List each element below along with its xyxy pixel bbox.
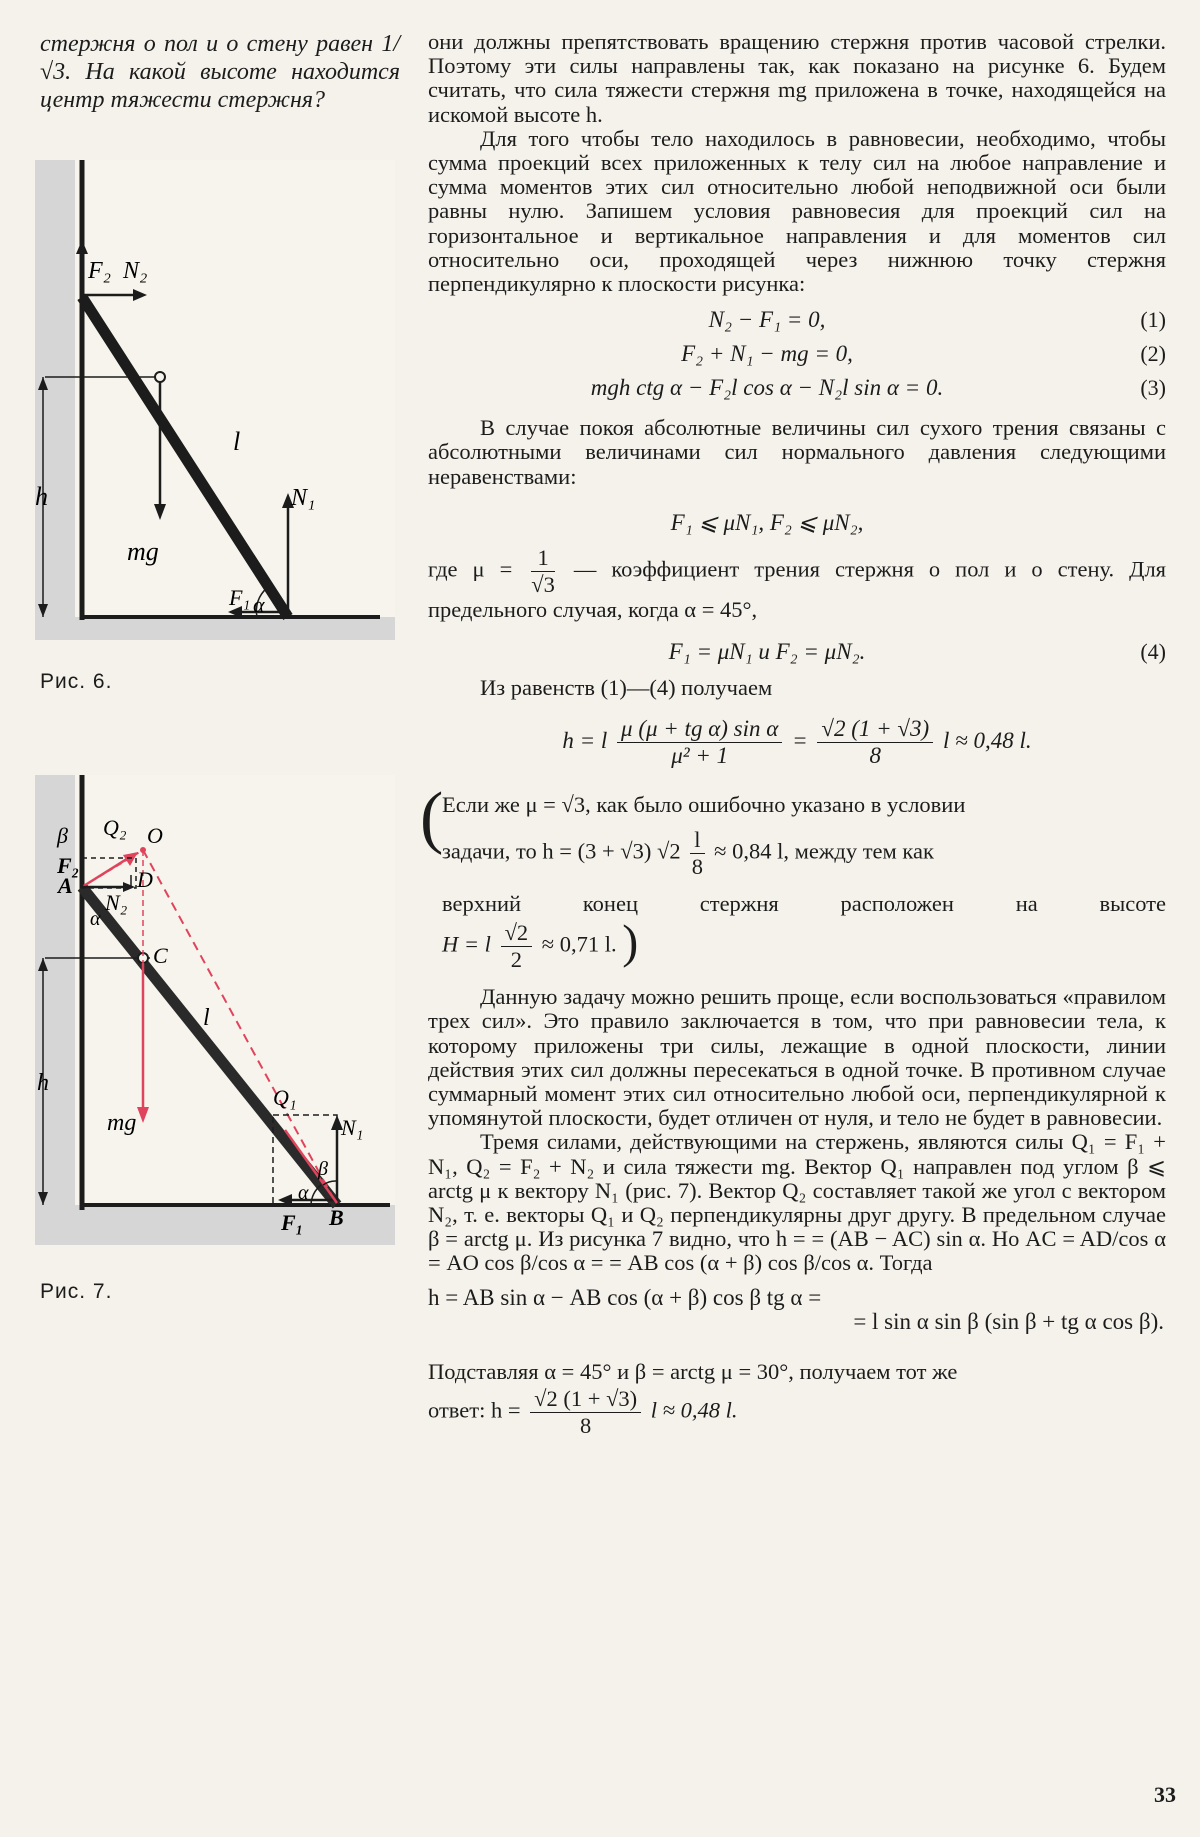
- inequality-row: [428, 507, 1166, 541]
- label-mg: mg: [107, 1110, 137, 1136]
- label-n1: N₁: [291, 485, 316, 511]
- center-of-mass: [155, 372, 165, 382]
- label-h: h: [37, 1070, 49, 1096]
- aside-line-1: Если же μ = √3, как было ошибочно указано в условии: [442, 792, 966, 818]
- equation-4: F₁ = μN₁ и F₂ = μN₂.: [668, 639, 866, 665]
- paragraph-1: они должны препятствовать вращению стержня против часовой стрелки. Поэтому эти силы направлены так, как показано на рисунке 6. Будем считать, что сила тяжести стержня mg приложена в точке, находящейся на искомой высоте h.: [428, 29, 1166, 127]
- friction-inequality: F₁ ⩽ μN₁, F₂ ⩽ μN₂,: [670, 509, 864, 535]
- aside-fraction-l-8: [690, 827, 704, 880]
- aside-line-2-suffix: ≈ 0,84 l, между тем как: [714, 838, 934, 864]
- label-beta-bottom: β: [318, 1158, 328, 1180]
- label-alpha-bottom: α: [298, 1182, 309, 1204]
- aside-line-2-prefix: задачи, то h = (3 + √3) √2: [442, 838, 681, 864]
- h-fraction-1: [617, 716, 782, 769]
- label-mg: mg: [127, 537, 159, 566]
- page-number: 33: [1154, 1782, 1176, 1807]
- paragraph-7: Подставляя α = 45° и β = arctg μ = 30°, получаем тот же: [428, 1359, 958, 1385]
- aside-line-3: верхний конец стержня расположен на высоте: [442, 891, 1166, 917]
- paragraph-5: Данную задачу можно решить проще, если воспользоваться «правилом трех сил». Это правило заключается в том, что при равновесии тела, к которому приложены три силы, лежащие в одной плоскости, линии действия этих сил должны пересекаться в одной точке. В противном случае суммарный момент этих сил относительно любой оси, перпендикулярной к упомянутой плоскости, будет отличен от нуля, и тело не будет в равновесии.: [428, 984, 1166, 1131]
- label-n2: N₂: [123, 258, 148, 284]
- label-alpha: α: [253, 592, 265, 617]
- label-c: C: [153, 943, 168, 968]
- h2-formula-line-2: = l sin α sin β (sin β + tg α cos β).: [853, 1308, 1164, 1334]
- mu-prefix: где μ =: [428, 556, 513, 582]
- aside-fraction-den: 8: [691, 854, 703, 880]
- label-h: h: [35, 482, 48, 511]
- floor-shade: [35, 617, 395, 640]
- equation-3-row: [428, 372, 1166, 406]
- mu-definition: [428, 545, 1166, 622]
- aside-line-4: [442, 915, 1166, 973]
- h-fraction-2-denominator: 8: [869, 743, 882, 769]
- mu-numerator: 1: [531, 545, 555, 572]
- mu-fraction: [531, 545, 555, 598]
- right-column: [420, 29, 1167, 1439]
- aside-fraction-num: l: [690, 827, 704, 854]
- paragraph-2: Для того чтобы тело находилось в равновесии, необходимо, чтобы сумма проекций всех приложенных к телу сил на любое направление и сумма моментов этих сил относительно любой неподвижной оси были равны нулю. Запишем условия равновесия для проекций сил на горизонтальное и вертикальное направления и для моментов сил относительно оси, проходящей через нижнюю точку стержня перпендикулярно к плоскости рисунка:: [428, 125, 1166, 297]
- mu-denominator: √3: [531, 571, 555, 597]
- equation-1-number: (1): [1140, 307, 1166, 333]
- paragraph-6: Тремя силами, действующими на стержень, являются силы Q₁ = F₁ + N₁, Q₂ = F₂ + N₂ и сила тяжести mg. Вектор Q₁ направлен под углом β ⩽ arctg μ к вектору N₁ (рис. 7). Вектор Q₂ составляет такой же угол с вектором N₂, т. е. векторы Q₁ и Q₂ перпендикулярны друг другу. В предельном случае β = arctg μ. Из рисунка 7 видно, что h = = (AB − AC) sin α. Но AC = AD/cos α = AO cos β/cos α = = AB cos (α + β) cos β/cos α. Тогда: [428, 1129, 1166, 1276]
- figure-6-caption: Рис. 6.: [40, 670, 113, 693]
- left-column: [40, 30, 400, 114]
- label-q2: Q₂: [103, 815, 127, 840]
- answer-prefix: ответ: h =: [428, 1397, 521, 1423]
- equation-3: mgh ctg α − F₂l cos α − N₂l sin α = 0.: [590, 375, 944, 401]
- h-fraction-2-numerator: √2 (1 + √3): [817, 716, 933, 743]
- aside-line-2: [442, 827, 1166, 880]
- figure-7-caption: Рис. 7.: [40, 1280, 113, 1303]
- label-n1: N₁: [341, 1115, 364, 1140]
- label-n2: N₂: [105, 890, 128, 915]
- h-prefix: h = l: [562, 728, 608, 754]
- paragraph-4: Из равенств (1)—(4) получаем: [480, 675, 773, 701]
- equation-2-number: (2): [1140, 341, 1166, 367]
- aside-open-paren: (: [420, 779, 444, 857]
- answer-numerator: √2 (1 + √3): [530, 1386, 641, 1413]
- label-f1: F₁: [281, 1210, 304, 1235]
- label-d: D: [137, 867, 153, 892]
- label-f2: F₂: [88, 258, 112, 284]
- label-l: l: [233, 427, 241, 456]
- equation-2-row: [428, 338, 1166, 372]
- label-alpha-top: α: [90, 908, 101, 930]
- label-b: B: [329, 1205, 344, 1230]
- equation-1: N₂ − F₁ = 0,: [708, 307, 826, 333]
- answer-suffix: l ≈ 0,48 l.: [650, 1397, 738, 1423]
- aside-block: [420, 779, 1166, 973]
- mu-suffix: — коэффициент трения стержня о пол и о стену. Для предельного случая, когда α = 45°,: [428, 556, 1167, 622]
- h-equals: =: [792, 728, 808, 754]
- h-fraction-1-denominator: μ² + 1: [671, 743, 729, 769]
- wall-shade: [35, 160, 75, 640]
- final-answer: [428, 1386, 1166, 1439]
- h2-formula-line-1: h = AB sin α − AB cos (α + β) cos β tg α =: [428, 1284, 822, 1310]
- h-result-value: l ≈ 0,48 l.: [942, 728, 1032, 754]
- equation-1-row: [428, 304, 1166, 338]
- equation-4-row: [428, 636, 1166, 670]
- equation-4-number: (4): [1140, 639, 1166, 665]
- label-q1: Q₁: [273, 1085, 297, 1110]
- h-result-formula: [428, 716, 1166, 769]
- answer-fraction: [530, 1386, 641, 1439]
- figure-7: [35, 775, 395, 1245]
- label-l: l: [203, 1005, 210, 1031]
- aside-line-4-suffix: ≈ 0,71 l.: [541, 931, 617, 957]
- label-f1: F₁: [229, 585, 251, 610]
- figure-6: [35, 160, 395, 640]
- aside-close-paren: ): [622, 915, 639, 969]
- answer-denominator: 8: [580, 1413, 592, 1439]
- paragraph-3: В случае покоя абсолютные величины сил сухого трения связаны с абсолютными величинами сил нормального давления следующими неравенствами:: [428, 415, 1166, 489]
- h-fraction-1-numerator: μ (μ + tg α) sin α: [617, 716, 782, 743]
- problem-intro: стержня о пол и о стену равен 1/√3. На какой высоте находится центр тяжести стержня?: [40, 31, 400, 113]
- wall-shade: [35, 775, 75, 1245]
- equation-3-number: (3): [1140, 375, 1166, 401]
- aside-fraction-sqrt2-2: [501, 920, 533, 973]
- label-beta-top: β: [57, 823, 68, 848]
- aside-h-fraction-num: √2: [501, 920, 533, 947]
- label-o: O: [147, 823, 163, 848]
- h-fraction-2: [817, 716, 933, 769]
- label-a: A: [58, 873, 73, 898]
- label-f2: F₂: [57, 853, 80, 878]
- equation-2: F₂ + N₁ − mg = 0,: [681, 341, 853, 367]
- aside-h-fraction-den: 2: [510, 947, 522, 973]
- aside-line-4-prefix: H = l: [442, 931, 491, 957]
